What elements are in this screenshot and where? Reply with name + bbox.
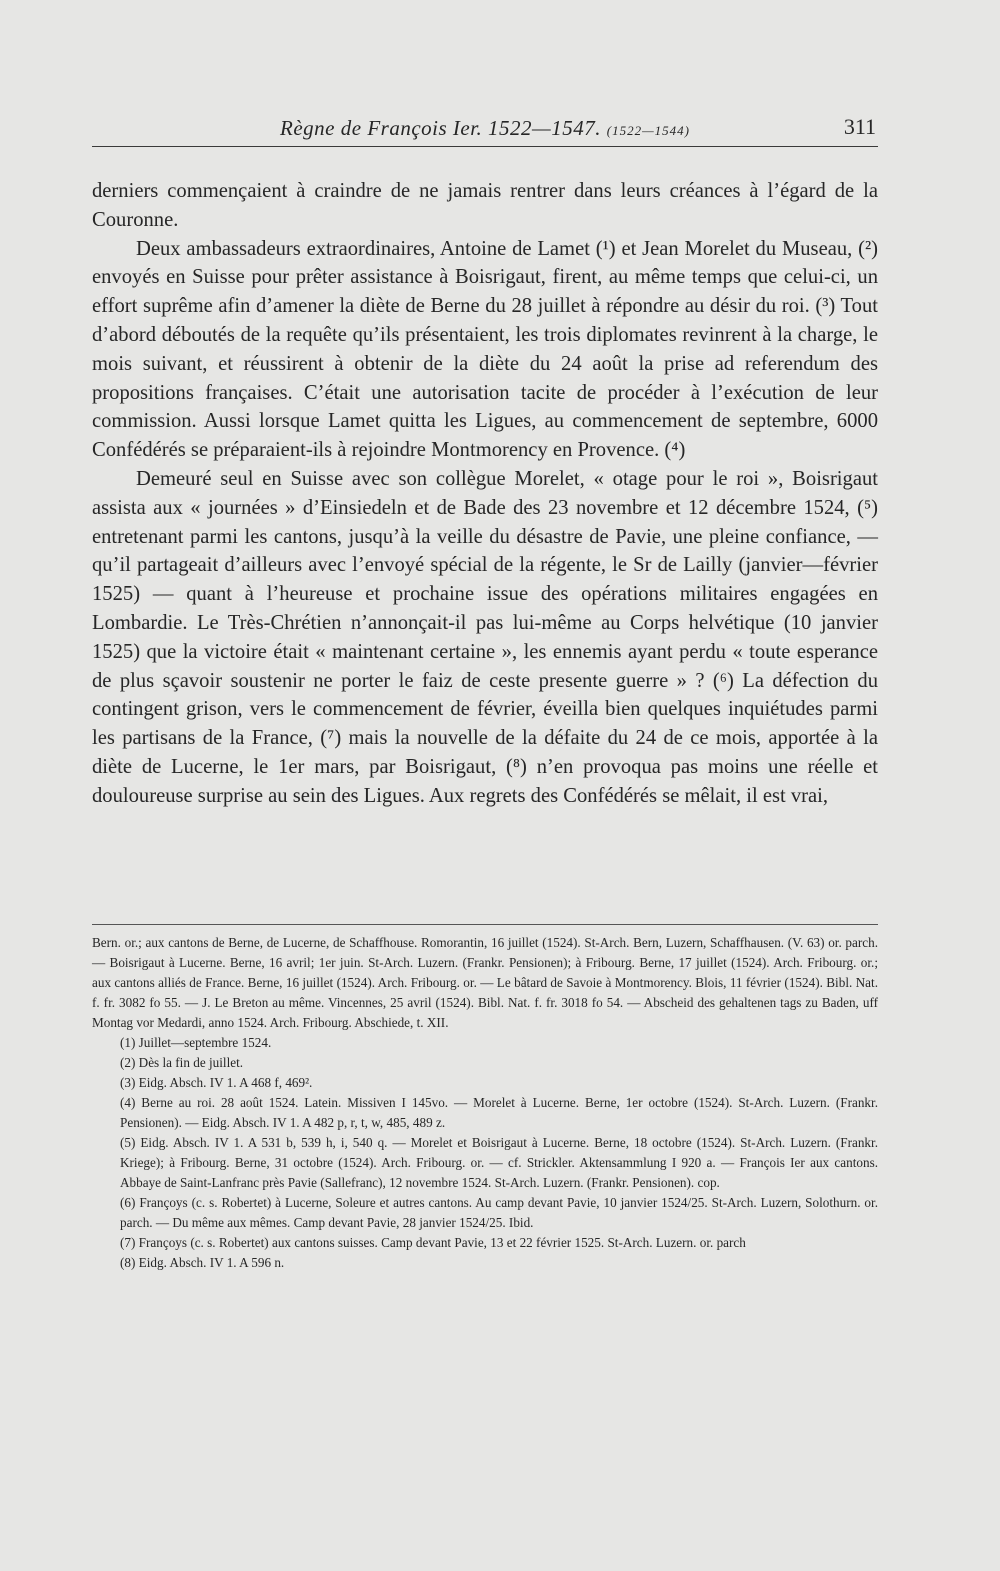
footnote-4: (4) Berne au roi. 28 août 1524. Latein. Missiven I 145vo. — Morelet à Lucerne. Berne, 1er octobre (1524). St-Arch. Luzern. (Frankr. Pensionen). — Eidg. Absch. IV 1. A 482 p, r, t, w, 485, 489 z.: [120, 1095, 878, 1130]
running-title-text: Règne de François Ier. 1522—1547.: [280, 116, 601, 140]
footnote-3: (3) Eidg. Absch. IV 1. A 468 f, 469².: [120, 1075, 313, 1090]
paragraph-2: Deux ambassadeurs extraordinaires, Antoine de Lamet (¹) et Jean Morelet du Museau, (²) envoyés en Suisse pour prêter assistance à Boisrigaut, firent, au même temps que celui-ci, un effort suprême afin d’amener la diète de Berne du 28 juillet à répondre au désir du roi. (³) Tout d’abord déboutés de la requête qu’ils présentaient, les trois diplomates revinrent à la charge, le mois suivant, et réussirent à obtenir de la diète du 24 août la prise ad referendum des propositions françaises. C’était une autorisation tacite de procéder à l’exécution de leur commission. Aussi lorsque Lamet quitta les Ligues, au commencement de septembre, 6000 Confédérés se préparaient-ils à rejoindre Montmorency en Provence. (⁴): [92, 237, 878, 462]
footnote-5: (5) Eidg. Absch. IV 1. A 531 b, 539 h, i, 540 q. — Morelet et Boisrigaut à Lucerne. Berne, 18 octobre (1524). St-Arch. Luzern. (Frankr. Kriege); à Fribourg. Berne, 31 octobre (1524). Arch. Fribourg. or. — cf. Strickler. Aktensammlung I 920 a. — François Ier aux cantons. Abbaye de Saint-Lanfranc près Pavie (Sallefranc), 12 novembre 1524. St-Arch. Luzern. (Frankr. Pensionen). cop.: [120, 1135, 878, 1190]
footnote-1: (1) Juillet—septembre 1524.: [120, 1035, 272, 1050]
footnote-2: (2) Dès la fin de juillet.: [120, 1055, 244, 1070]
footnote-divider: [92, 924, 878, 925]
paragraph-1: derniers commençaient à craindre de ne jamais rentrer dans leurs créances à l’égard de la Couronne.: [92, 180, 878, 231]
footnote-8: (8) Eidg. Absch. IV 1. A 596 n.: [120, 1255, 285, 1270]
footnotes: [92, 933, 878, 1273]
running-title: [92, 116, 878, 141]
footnote-7: (7) Françoys (c. s. Robertet) aux cantons suisses. Camp devant Pavie, 13 et 22 février 1525. St-Arch. Luzern. or. parch: [120, 1235, 746, 1250]
page-header: [92, 112, 878, 147]
running-title-range: (1522—1544): [606, 123, 690, 138]
main-text: [92, 177, 878, 811]
page-number: 311: [843, 114, 876, 139]
footnote-6: (6) Françoys (c. s. Robertet) à Lucerne, Soleure et autres cantons. Au camp devant Pavie, 10 janvier 1524/25. St-Arch. Luzern, Solothurn. or. parch. — Du même aux mêmes. Camp devant Pavie, 28 janvier 1524/25. Ibid.: [120, 1195, 878, 1230]
footnote-continuation: Bern. or.; aux cantons de Berne, de Lucerne, de Schaffhouse. Romorantin, 16 juillet (1524). St-Arch. Bern, Luzern, Schaffhausen. (V. 63) or. parch. — Boisrigaut à Lucerne. Berne, 16 avril; 1er juin. St-Arch. Luzern. (Frankr. Pensionen); à Fribourg. Berne, 17 juillet (1524). Arch. Fribourg. or.; aux cantons alliés de France. Berne, 16 juillet (1524). Arch. Fribourg. or. — Le bâtard de Savoie à Montmorency. Blois, 11 février (1524). Bibl. Nat. f. fr. 3082 fo 55. — J. Le Breton au même. Vincennes, 25 avril (1524). Bibl. Nat. f. fr. 3018 fo 54. — Abscheid des gehaltenen tags zu Baden, uff Montag vor Medardi, anno 1524. Arch. Fribourg. Abschiede, t. XII.: [92, 935, 878, 1030]
paragraph-3: Demeuré seul en Suisse avec son collègue Morelet, « otage pour le roi », Boisrigaut assista aux « journées » d’Einsiedeln et de Bade des 23 novembre et 12 décembre 1524, (⁵) entretenant parmi les cantons, jusqu’à la veille du désastre de Pavie, une pleine confiance, — qu’il partageait d’ailleurs avec l’envoyé spécial de la régente, le Sr de Lailly (janvier—février 1525) — quant à l’heureuse et prochaine issue des opérations militaires engagées en Lombardie. Le Très-Chrétien n’annonçait-il pas lui-même au Corps helvétique (10 janvier 1525) que la victoire était « maintenant certaine », les ennemis ayant perdu « toute esperance de plus sçavoir soustenir ne porter le faiz de ceste presente guerre » ? (⁶) La défection du contingent grison, vers le commencement de février, éveilla bien quelques inquiétudes parmi les partisans de la France, (⁷) mais la nouvelle de la défaite du 24 de ce mois, apportée à la diète de Lucerne, le 1er mars, par Boisrigaut, (⁸) n’en provoqua pas moins une réelle et douloureuse surprise au sein des Ligues. Aux regrets des Confédérés se mêlait, il est vrai,: [92, 467, 878, 807]
